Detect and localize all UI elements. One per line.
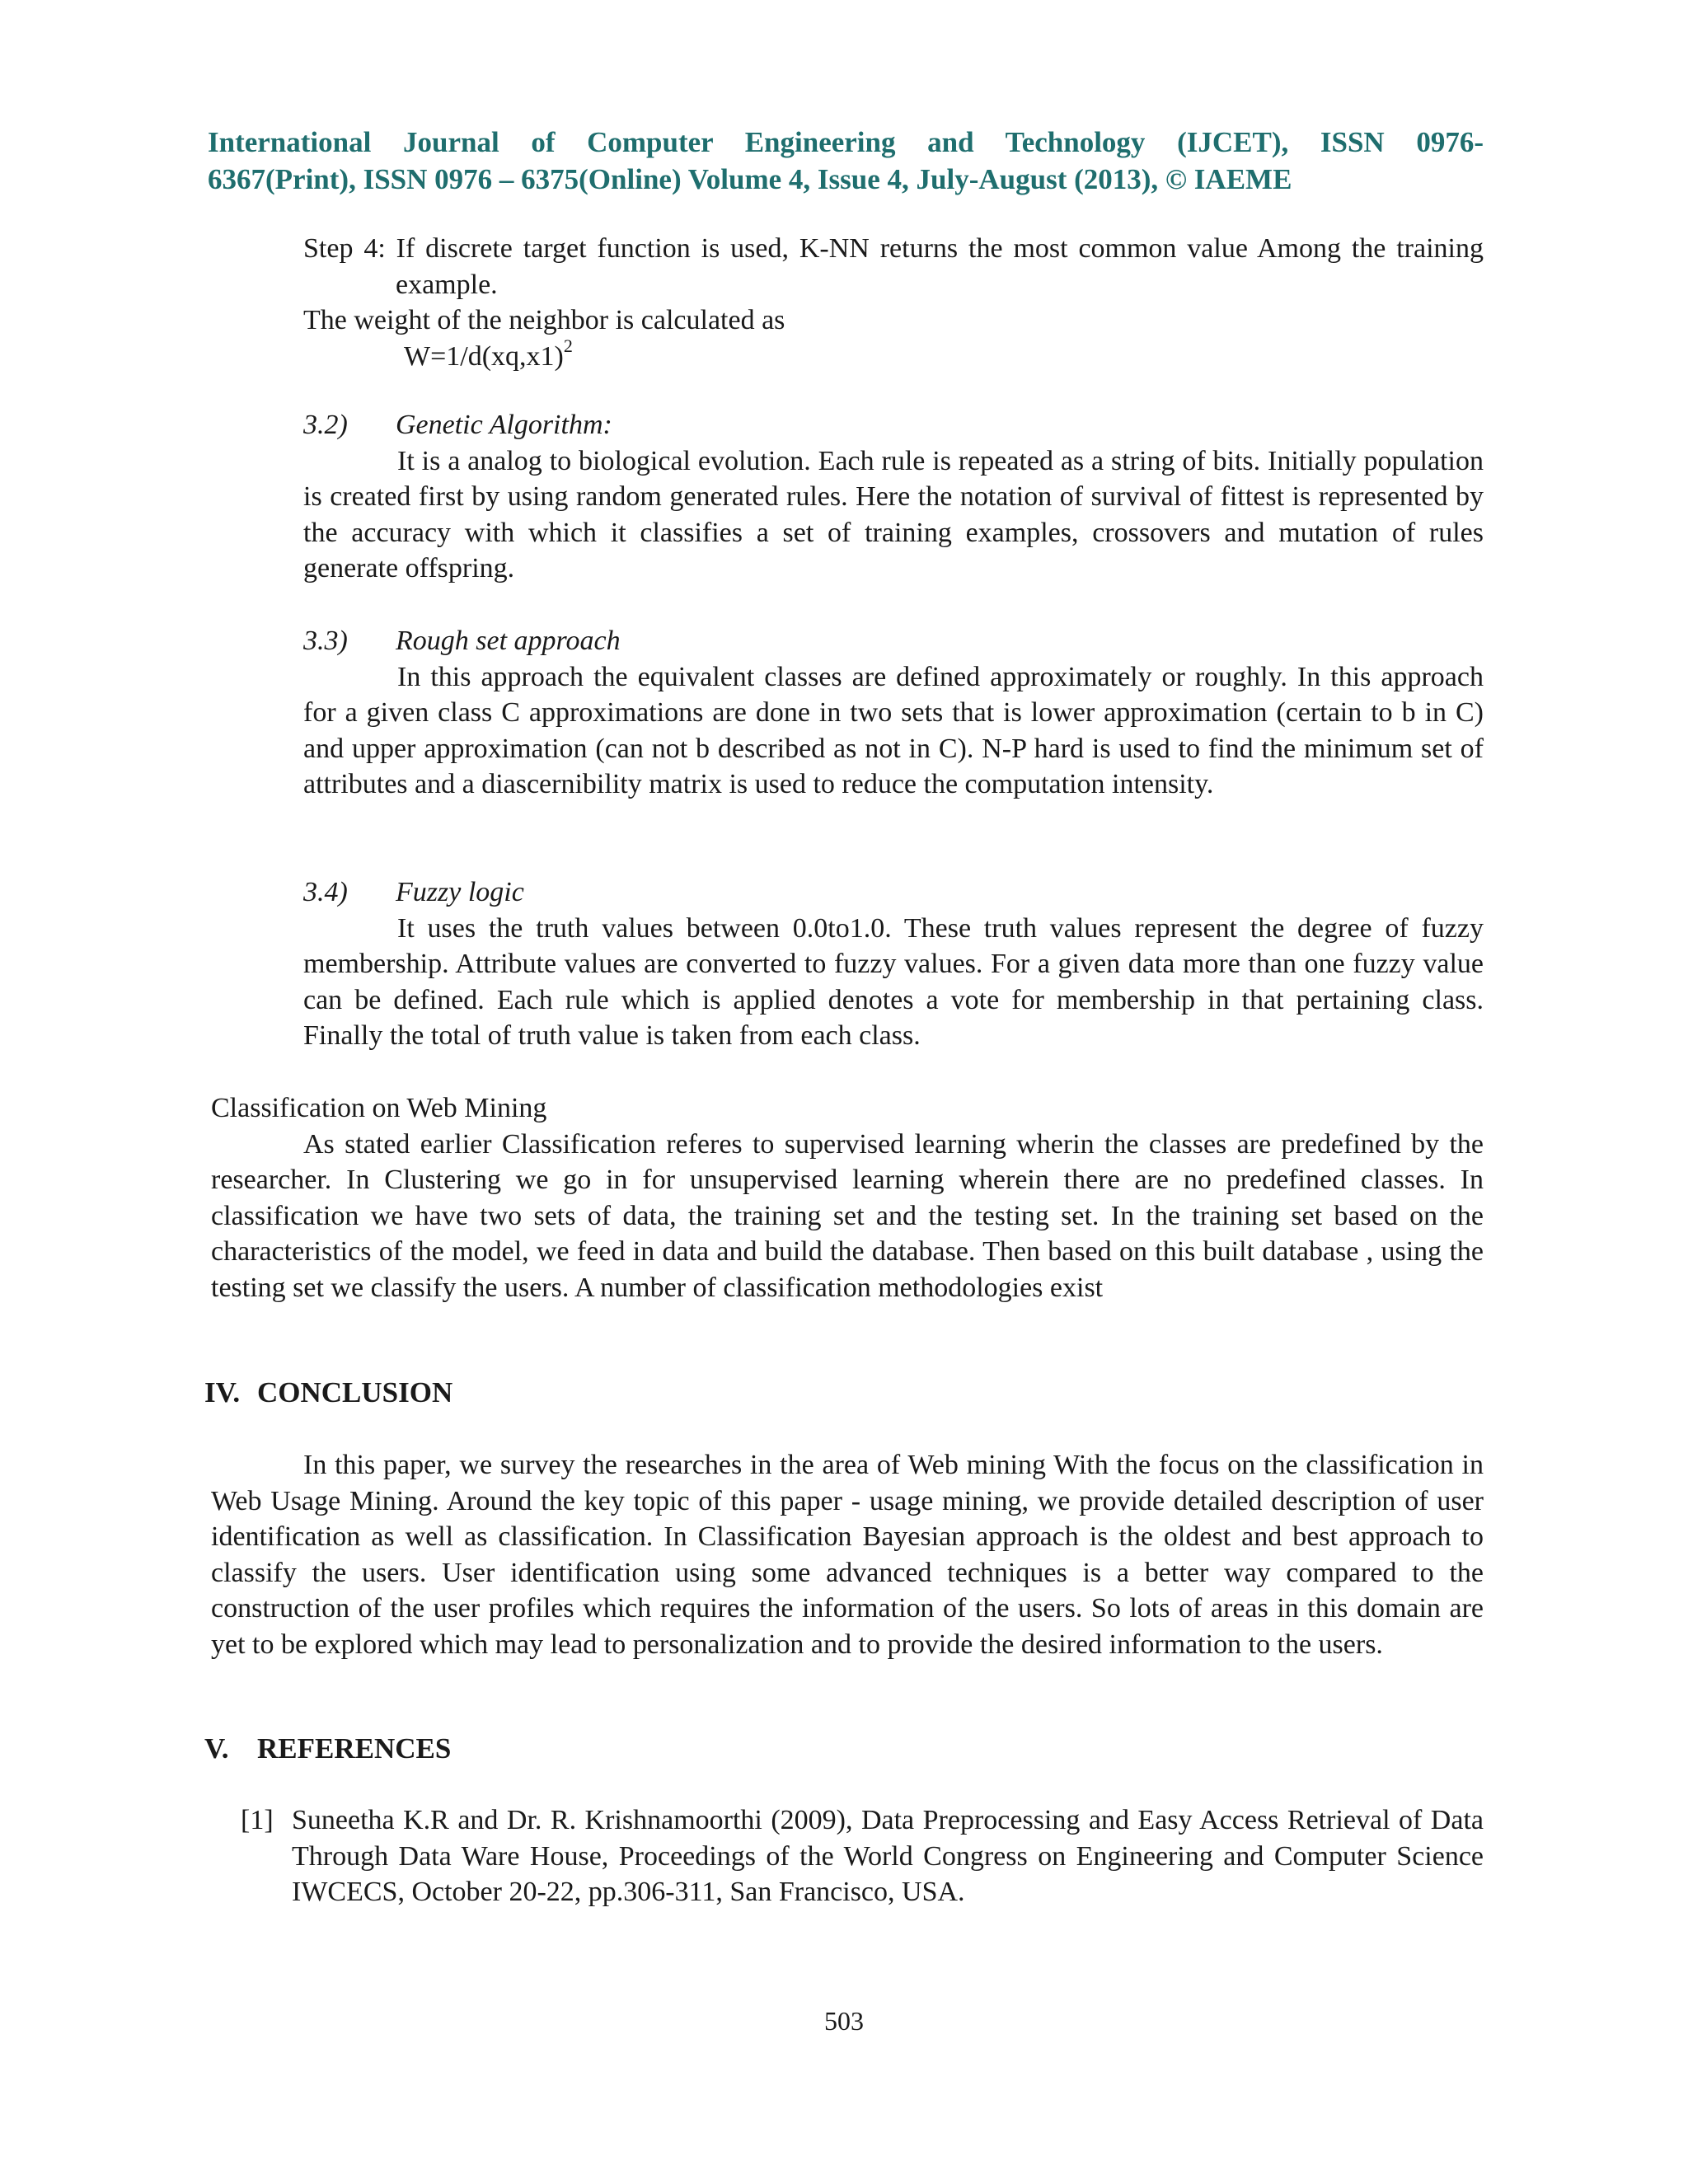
section-3-3-number: 3.3) (303, 626, 348, 656)
section-3-3-body: In this approach the equivalent classes are defined approximately or roughly. In this approach for a given class C approximations are done in two sets that is lower approximation (certain to b in C) and upper approximation (can not b described as not in C). N-P hard is used to find the minimum set of attributes and a diascernibility matrix is used to reduce the computation intensity. (303, 661, 1484, 799)
section-3-2-title: Genetic Algorithm: (396, 410, 612, 440)
weight-intro-text: The weight of the neighbor is calculated as (303, 305, 785, 335)
section-3-3 (303, 623, 1484, 803)
step-4-text: Step 4: If discrete target function is used, K-NN returns the most common value Among the training example. (303, 233, 1484, 300)
weight-formula (303, 335, 1484, 375)
references-title: REFERENCES (257, 1732, 452, 1765)
reference-item (241, 1802, 1484, 1910)
section-3-4-title: Fuzzy logic (396, 877, 524, 907)
section-3-2-number: 3.2) (303, 410, 348, 440)
section-3-4 (303, 874, 1484, 1054)
section-3-4-heading (303, 874, 1484, 911)
section-3-3-title: Rough set approach (396, 626, 621, 656)
web-mining-body: As stated earlier Classification referes to supervised learning wherin the classes are predefined by the researcher. In Clustering we go in for unsupervised learning wherein there are no predefined classes. In classification we have two sets of data, the training set and the testing set. In the training set based on the characteristics of the model, we feed in data and build the database. Then based on this built database , using the testing set we classify the users. A number of classification methodologies exist (211, 1128, 1484, 1303)
journal-header-line-2: 6367(Print), ISSN 0976 – 6375(Online) Volume 4, Issue 4, July-August (2013), © IAEME (208, 163, 1292, 195)
conclusion-number: IV. (204, 1376, 241, 1408)
references-heading (204, 1731, 451, 1767)
weight-formula-exponent: 2 (563, 335, 573, 356)
reference-text: Suneetha K.R and Dr. R. Krishnamoorthi (2009), Data Preprocessing and Easy Access Retrieval of Data Through Data Ware House, Proceedings of the World Congress on Engineering and Computer Science IWCECS, October 20-22, pp.306-311, San Francisco, USA. (292, 1805, 1484, 1907)
step-4-block (303, 231, 1484, 374)
conclusion-section (211, 1447, 1484, 1662)
conclusion-heading (204, 1375, 452, 1411)
weight-formula-expression: W=1/d(xq,x1) (404, 340, 564, 372)
conclusion-title: CONCLUSION (257, 1376, 453, 1408)
section-3-4-body: It uses the truth values between 0.0to1.0. These truth values represent the degree of fuzzy membership. Attribute values are converted to fuzzy values. For a given data more than one fuzzy value can be defined. Each rule which is applied denotes a vote for membership in that pertaining class. Finally the total of truth value is taken from each class. (303, 912, 1484, 1051)
references-number: V. (204, 1732, 229, 1765)
section-3-2-body: It is a analog to biological evolution. Each rule is repeated as a string of bits. Initially population is created first by using random generated rules. Here the notation of survival of fittest is represented by the accuracy with which it classifies a set of training examples, crossovers and mutation of rules generate offspring. (303, 445, 1484, 583)
journal-header (208, 124, 1484, 198)
journal-header-line-1: International Journal of Computer Engineering and Technology (IJCET), ISSN 0976- (208, 126, 1484, 158)
section-3-3-heading (303, 623, 1484, 659)
page-number: 503 (824, 2006, 864, 2036)
web-mining-section (211, 1090, 1484, 1305)
section-3-2-heading (303, 407, 1484, 443)
references-list (241, 1802, 1484, 1910)
section-3-2 (303, 407, 1484, 587)
reference-label: [1] (241, 1805, 274, 1835)
web-mining-title: Classification on Web Mining (211, 1093, 547, 1123)
section-3-4-number: 3.4) (303, 877, 348, 907)
conclusion-body: In this paper, we survey the researches in the area of Web mining With the focus on the classification in Web Usage Mining. Around the key topic of this paper - usage mining, we provide detailed description of user identification as well as classification. In Classification Bayesian approach is the oldest and best approach to classify the users. User identification using some advanced techniques is a better way compared to the construction of the user profiles which requires the information of the users. So lots of areas in this domain are yet to be explored which may lead to personalization and to provide the desired information to the users. (211, 1450, 1484, 1660)
